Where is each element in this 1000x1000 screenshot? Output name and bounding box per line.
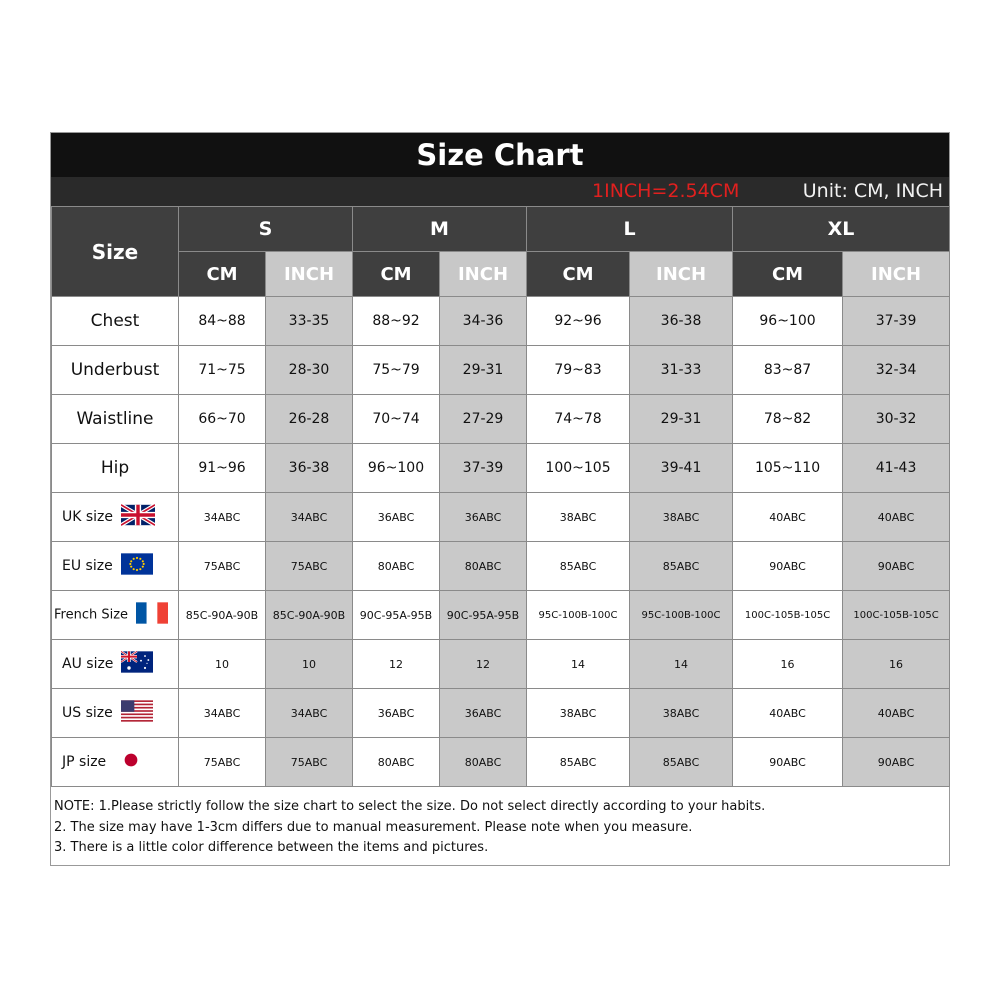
- cm-value: 105~110: [733, 444, 843, 493]
- france-flag-icon: [136, 602, 168, 628]
- row-label-cell: [52, 444, 179, 493]
- cm-value: 14: [527, 640, 630, 689]
- cm-value: 79~83: [527, 346, 630, 395]
- table-row: [52, 689, 950, 738]
- table-row: [52, 591, 950, 640]
- inch-value: 36-38: [630, 297, 733, 346]
- cm-value: 38ABC: [527, 689, 630, 738]
- inch-value: 36-38: [266, 444, 353, 493]
- inch-value: 28-30: [266, 346, 353, 395]
- cm-value: 75~79: [353, 346, 440, 395]
- cm-value: 83~87: [733, 346, 843, 395]
- inch-value: 37-39: [843, 297, 950, 346]
- inch-value: 38ABC: [630, 493, 733, 542]
- inch-value: 34ABC: [266, 689, 353, 738]
- table-row: [52, 444, 950, 493]
- cm-header: CM: [179, 252, 266, 297]
- cm-value: 74~78: [527, 395, 630, 444]
- cm-value: 66~70: [179, 395, 266, 444]
- table-row: [52, 297, 950, 346]
- inch-value: 34ABC: [266, 493, 353, 542]
- cm-value: 100C-105B-105C: [733, 591, 843, 640]
- cm-header: CM: [733, 252, 843, 297]
- note-line: 3. There is a little color difference between the items and pictures.: [54, 840, 489, 855]
- inch-value: 75ABC: [266, 542, 353, 591]
- inch-value: 85ABC: [630, 542, 733, 591]
- inch-value: 29-31: [630, 395, 733, 444]
- inch-value: 40ABC: [843, 493, 950, 542]
- cm-value: 90ABC: [733, 738, 843, 787]
- inch-value: 31-33: [630, 346, 733, 395]
- unit-conversion: 1INCH=2.54CM: [592, 180, 740, 202]
- table-row: [52, 493, 950, 542]
- note-line: NOTE: 1.Please strictly follow the size chart to select the size. Do not select directly according to your habits.: [54, 799, 766, 814]
- cm-value: 80ABC: [353, 738, 440, 787]
- size-m-header: M: [353, 207, 527, 252]
- inch-value: 85C-90A-90B: [266, 591, 353, 640]
- inch-value: 75ABC: [266, 738, 353, 787]
- notes: [51, 787, 949, 859]
- cm-value: 34ABC: [179, 689, 266, 738]
- inch-value: 37-39: [440, 444, 527, 493]
- cm-value: 36ABC: [353, 689, 440, 738]
- inch-value: 30-32: [843, 395, 950, 444]
- cm-value: 92~96: [527, 297, 630, 346]
- inch-header: INCH: [440, 252, 527, 297]
- cm-value: 38ABC: [527, 493, 630, 542]
- cm-value: 36ABC: [353, 493, 440, 542]
- inch-value: 95C-100B-100C: [630, 591, 733, 640]
- row-label-cell: [52, 297, 179, 346]
- eu-flag-icon: [121, 553, 153, 579]
- row-label: UK size: [62, 509, 114, 525]
- row-label: EU size: [62, 558, 113, 574]
- row-label-cell: [52, 395, 179, 444]
- size-l-header: L: [527, 207, 733, 252]
- inch-value: 90ABC: [843, 738, 950, 787]
- us-flag-icon: [121, 700, 153, 726]
- inch-value: 90ABC: [843, 542, 950, 591]
- cm-value: 84~88: [179, 297, 266, 346]
- unit-label: Unit: CM, INCH: [802, 180, 943, 202]
- inch-value: 80ABC: [440, 738, 527, 787]
- cm-value: 75ABC: [179, 738, 266, 787]
- japan-flag-icon: [114, 747, 148, 777]
- row-label-cell: [52, 346, 179, 395]
- australia-flag-icon: [121, 651, 153, 677]
- cm-value: 70~74: [353, 395, 440, 444]
- cm-value: 90C-95A-95B: [353, 591, 440, 640]
- inch-value: 36ABC: [440, 493, 527, 542]
- unit-bar: [51, 177, 949, 206]
- inch-value: 85ABC: [630, 738, 733, 787]
- cm-value: 10: [179, 640, 266, 689]
- cm-value: 80ABC: [353, 542, 440, 591]
- inch-value: 80ABC: [440, 542, 527, 591]
- row-label: Hip: [100, 458, 130, 478]
- row-label-cell: [52, 591, 179, 640]
- cm-value: 96~100: [353, 444, 440, 493]
- inch-value: 10: [266, 640, 353, 689]
- inch-value: 39-41: [630, 444, 733, 493]
- table-row: [52, 395, 950, 444]
- row-label-cell: [52, 738, 179, 787]
- row-label-cell: [52, 689, 179, 738]
- cm-value: 100~105: [527, 444, 630, 493]
- cm-value: 88~92: [353, 297, 440, 346]
- cm-value: 85ABC: [527, 738, 630, 787]
- row-label: Underbust: [70, 360, 160, 380]
- cm-value: 71~75: [179, 346, 266, 395]
- cm-value: 91~96: [179, 444, 266, 493]
- uk-flag-icon: [121, 504, 155, 530]
- cm-value: 78~82: [733, 395, 843, 444]
- inch-value: 90C-95A-95B: [440, 591, 527, 640]
- row-label-cell: [52, 640, 179, 689]
- table-row: [52, 346, 950, 395]
- inch-value: 33-35: [266, 297, 353, 346]
- cm-value: 96~100: [733, 297, 843, 346]
- inch-header: INCH: [266, 252, 353, 297]
- inch-value: 26-28: [266, 395, 353, 444]
- cm-header: CM: [527, 252, 630, 297]
- table-row: [52, 542, 950, 591]
- inch-value: 14: [630, 640, 733, 689]
- cm-value: 90ABC: [733, 542, 843, 591]
- cm-value: 40ABC: [733, 689, 843, 738]
- row-label: Chest: [90, 311, 140, 331]
- row-label-cell: [52, 493, 179, 542]
- cm-value: 16: [733, 640, 843, 689]
- cm-header: CM: [353, 252, 440, 297]
- inch-header: INCH: [630, 252, 733, 297]
- cm-value: 40ABC: [733, 493, 843, 542]
- inch-value: 29-31: [440, 346, 527, 395]
- row-label: US size: [62, 705, 113, 721]
- size-table: [51, 206, 950, 787]
- cm-value: 75ABC: [179, 542, 266, 591]
- row-label: AU size: [62, 656, 114, 672]
- size-chart: [50, 132, 950, 866]
- inch-value: 40ABC: [843, 689, 950, 738]
- inch-value: 12: [440, 640, 527, 689]
- cm-value: 34ABC: [179, 493, 266, 542]
- table-row: [52, 640, 950, 689]
- cm-value: 85C-90A-90B: [179, 591, 266, 640]
- cm-value: 95C-100B-100C: [527, 591, 630, 640]
- inch-value: 38ABC: [630, 689, 733, 738]
- row-label: JP size: [62, 754, 107, 770]
- inch-header: INCH: [843, 252, 950, 297]
- inch-value: 32-34: [843, 346, 950, 395]
- size-s-header: S: [179, 207, 353, 252]
- table-row: [52, 738, 950, 787]
- row-label-cell: [52, 542, 179, 591]
- inch-value: 16: [843, 640, 950, 689]
- size-header: Size: [52, 207, 179, 297]
- row-label: French Size: [54, 607, 129, 623]
- inch-value: 27-29: [440, 395, 527, 444]
- row-label: Waistline: [76, 409, 154, 429]
- inch-value: 100C-105B-105C: [843, 591, 950, 640]
- cm-value: 85ABC: [527, 542, 630, 591]
- inch-value: 36ABC: [440, 689, 527, 738]
- note-line: 2. The size may have 1-3cm differs due to manual measurement. Please note when you measure.: [54, 819, 693, 835]
- cm-value: 12: [353, 640, 440, 689]
- size-xl-header: XL: [733, 207, 950, 252]
- inch-value: 34-36: [440, 297, 527, 346]
- chart-title: Size Chart: [51, 133, 949, 177]
- inch-value: 41-43: [843, 444, 950, 493]
